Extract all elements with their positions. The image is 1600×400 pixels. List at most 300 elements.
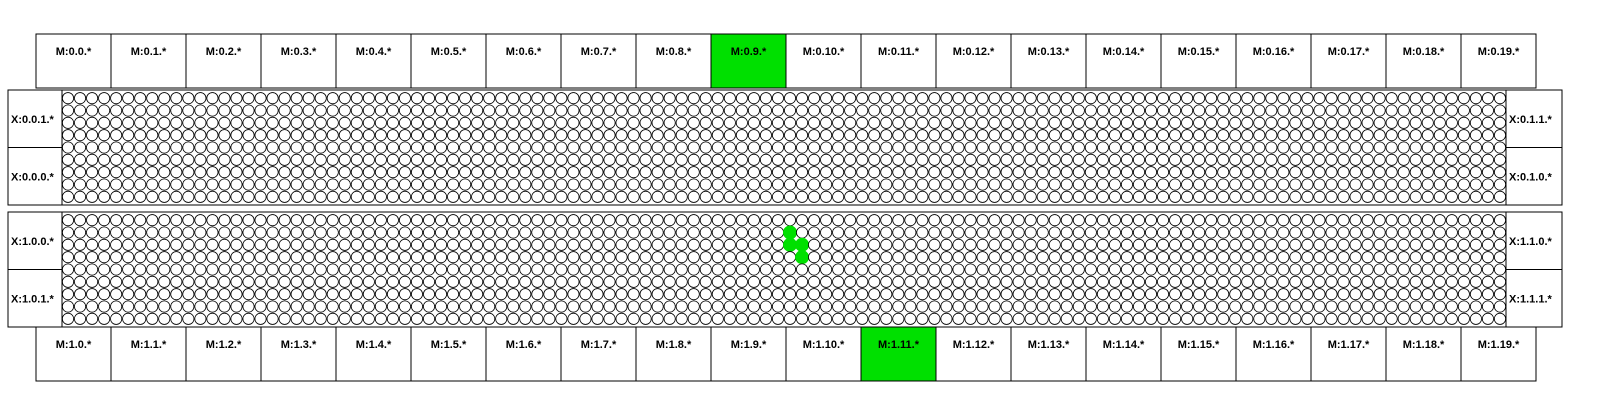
crosspoint[interactable]	[977, 154, 988, 165]
crosspoint[interactable]	[821, 117, 832, 128]
crosspoint[interactable]	[279, 252, 290, 263]
crosspoint[interactable]	[315, 239, 326, 250]
crosspoint[interactable]	[1470, 130, 1481, 141]
crosspoint[interactable]	[965, 93, 976, 104]
crosspoint[interactable]	[857, 179, 868, 190]
crosspoint[interactable]	[86, 301, 97, 312]
crosspoint[interactable]	[592, 117, 603, 128]
crosspoint[interactable]	[1482, 239, 1493, 250]
crosspoint[interactable]	[399, 179, 410, 190]
crosspoint[interactable]	[845, 117, 856, 128]
crosspoint[interactable]	[580, 105, 591, 116]
crosspoint[interactable]	[568, 215, 579, 226]
crosspoint[interactable]	[989, 313, 1000, 324]
crosspoint[interactable]	[532, 289, 543, 300]
crosspoint[interactable]	[1374, 289, 1385, 300]
crosspoint[interactable]	[592, 276, 603, 287]
crosspoint[interactable]	[1290, 276, 1301, 287]
crosspoint[interactable]	[86, 289, 97, 300]
crosspoint[interactable]	[1302, 142, 1313, 153]
module-box[interactable]	[261, 327, 336, 381]
crosspoint[interactable]	[484, 239, 495, 250]
crosspoint[interactable]	[111, 167, 122, 178]
crosspoint[interactable]	[1254, 264, 1265, 275]
crosspoint[interactable]	[676, 264, 687, 275]
crosspoint[interactable]	[315, 142, 326, 153]
crosspoint[interactable]	[1374, 252, 1385, 263]
crosspoint[interactable]	[363, 264, 374, 275]
crosspoint[interactable]	[1458, 167, 1469, 178]
crosspoint[interactable]	[207, 227, 218, 238]
crosspoint[interactable]	[207, 264, 218, 275]
crosspoint[interactable]	[1482, 215, 1493, 226]
crosspoint[interactable]	[941, 301, 952, 312]
crosspoint[interactable]	[1073, 215, 1084, 226]
crosspoint[interactable]	[1386, 179, 1397, 190]
crosspoint[interactable]	[1326, 179, 1337, 190]
crosspoint[interactable]	[1422, 301, 1433, 312]
crosspoint[interactable]	[640, 289, 651, 300]
crosspoint[interactable]	[772, 276, 783, 287]
crosspoint[interactable]	[231, 252, 242, 263]
crosspoint[interactable]	[159, 167, 170, 178]
crosspoint[interactable]	[496, 154, 507, 165]
crosspoint[interactable]	[556, 142, 567, 153]
crosspoint[interactable]	[917, 191, 928, 202]
crosspoint[interactable]	[1049, 142, 1060, 153]
crosspoint[interactable]	[821, 191, 832, 202]
crosspoint[interactable]	[508, 215, 519, 226]
module-box[interactable]	[1386, 34, 1461, 88]
crosspoint[interactable]	[1362, 154, 1373, 165]
crosspoint[interactable]	[760, 191, 771, 202]
crosspoint[interactable]	[845, 313, 856, 324]
crosspoint[interactable]	[1374, 142, 1385, 153]
crosspoint[interactable]	[1398, 227, 1409, 238]
crosspoint[interactable]	[123, 130, 134, 141]
crosspoint[interactable]	[1025, 239, 1036, 250]
crosspoint[interactable]	[1182, 130, 1193, 141]
crosspoint[interactable]	[905, 167, 916, 178]
crosspoint[interactable]	[147, 142, 158, 153]
crosspoint[interactable]	[62, 179, 73, 190]
crosspoint[interactable]	[1073, 142, 1084, 153]
crosspoint[interactable]	[62, 239, 73, 250]
crosspoint[interactable]	[604, 105, 615, 116]
crosspoint[interactable]	[869, 215, 880, 226]
crosspoint[interactable]	[977, 179, 988, 190]
crosspoint[interactable]	[339, 215, 350, 226]
crosspoint[interactable]	[544, 117, 555, 128]
crosspoint[interactable]	[977, 264, 988, 275]
crosspoint[interactable]	[303, 252, 314, 263]
crosspoint[interactable]	[869, 276, 880, 287]
crosspoint[interactable]	[1182, 215, 1193, 226]
crosspoint[interactable]	[989, 179, 1000, 190]
crosspoint[interactable]	[784, 276, 795, 287]
crosspoint[interactable]	[1169, 105, 1180, 116]
crosspoint[interactable]	[652, 264, 663, 275]
crosspoint[interactable]	[183, 167, 194, 178]
crosspoint[interactable]	[808, 105, 819, 116]
crosspoint[interactable]	[700, 289, 711, 300]
crosspoint[interactable]	[784, 167, 795, 178]
crosspoint[interactable]	[1121, 154, 1132, 165]
crosspoint[interactable]	[905, 301, 916, 312]
crosspoint[interactable]	[1109, 154, 1120, 165]
crosspoint[interactable]	[1470, 313, 1481, 324]
crosspoint[interactable]	[544, 276, 555, 287]
crosspoint[interactable]	[905, 215, 916, 226]
crosspoint[interactable]	[1049, 93, 1060, 104]
crosspoint[interactable]	[748, 154, 759, 165]
crosspoint[interactable]	[1338, 105, 1349, 116]
crosspoint[interactable]	[664, 142, 675, 153]
crosspoint[interactable]	[1494, 93, 1505, 104]
crosspoint[interactable]	[1266, 191, 1277, 202]
module-box[interactable]	[411, 34, 486, 88]
crosspoint[interactable]	[363, 289, 374, 300]
crosspoint[interactable]	[1218, 117, 1229, 128]
crosspoint[interactable]	[1013, 130, 1024, 141]
crosspoint[interactable]	[291, 179, 302, 190]
crosspoint[interactable]	[688, 130, 699, 141]
crosspoint[interactable]	[363, 239, 374, 250]
crosspoint[interactable]	[628, 227, 639, 238]
crosspoint[interactable]	[1001, 179, 1012, 190]
crosspoint[interactable]	[171, 179, 182, 190]
crosspoint[interactable]	[869, 239, 880, 250]
crosspoint[interactable]	[508, 142, 519, 153]
crosspoint[interactable]	[159, 154, 170, 165]
crosspoint[interactable]	[351, 264, 362, 275]
crosspoint[interactable]	[544, 264, 555, 275]
crosspoint[interactable]	[123, 239, 134, 250]
crosspoint[interactable]	[833, 179, 844, 190]
crosspoint[interactable]	[1182, 93, 1193, 104]
crosspoint[interactable]	[1302, 191, 1313, 202]
crosspoint[interactable]	[423, 191, 434, 202]
crosspoint[interactable]	[1097, 179, 1108, 190]
crosspoint[interactable]	[1254, 215, 1265, 226]
crosspoint[interactable]	[159, 239, 170, 250]
crosspoint[interactable]	[1386, 105, 1397, 116]
crosspoint[interactable]	[580, 117, 591, 128]
crosspoint[interactable]	[965, 264, 976, 275]
crosspoint[interactable]	[857, 105, 868, 116]
crosspoint[interactable]	[74, 93, 85, 104]
crosspoint[interactable]	[724, 264, 735, 275]
crosspoint[interactable]	[195, 167, 206, 178]
crosspoint[interactable]	[472, 227, 483, 238]
crosspoint[interactable]	[291, 227, 302, 238]
crosspoint[interactable]	[1194, 289, 1205, 300]
crosspoint[interactable]	[592, 130, 603, 141]
crosspoint[interactable]	[640, 142, 651, 153]
crosspoint[interactable]	[977, 239, 988, 250]
crosspoint[interactable]	[339, 105, 350, 116]
crosspoint[interactable]	[1085, 179, 1096, 190]
crosspoint[interactable]	[1422, 167, 1433, 178]
crosspoint[interactable]	[255, 167, 266, 178]
crosspoint[interactable]	[315, 215, 326, 226]
crosspoint[interactable]	[411, 93, 422, 104]
crosspoint[interactable]	[1242, 215, 1253, 226]
crosspoint[interactable]	[508, 130, 519, 141]
crosspoint[interactable]	[953, 130, 964, 141]
crosspoint[interactable]	[953, 301, 964, 312]
crosspoint[interactable]	[628, 179, 639, 190]
crosspoint[interactable]	[219, 215, 230, 226]
crosspoint[interactable]	[1278, 93, 1289, 104]
crosspoint[interactable]	[1494, 215, 1505, 226]
crosspoint[interactable]	[965, 179, 976, 190]
crosspoint[interactable]	[568, 142, 579, 153]
crosspoint[interactable]	[1290, 191, 1301, 202]
crosspoint[interactable]	[207, 130, 218, 141]
crosspoint[interactable]	[1278, 252, 1289, 263]
crosspoint[interactable]	[1025, 264, 1036, 275]
crosspoint[interactable]	[1169, 191, 1180, 202]
crosspoint[interactable]	[640, 130, 651, 141]
crosspoint[interactable]	[604, 167, 615, 178]
crosspoint[interactable]	[640, 301, 651, 312]
crosspoint[interactable]	[255, 130, 266, 141]
crosspoint[interactable]	[544, 191, 555, 202]
crosspoint[interactable]	[460, 167, 471, 178]
crosspoint[interactable]	[207, 301, 218, 312]
crosspoint[interactable]	[1458, 191, 1469, 202]
crosspoint[interactable]	[616, 215, 627, 226]
crosspoint[interactable]	[1145, 130, 1156, 141]
crosspoint[interactable]	[1242, 154, 1253, 165]
crosspoint[interactable]	[784, 179, 795, 190]
crosspoint[interactable]	[1230, 117, 1241, 128]
crosspoint[interactable]	[556, 215, 567, 226]
crosspoint[interactable]	[327, 93, 338, 104]
crosspoint[interactable]	[772, 227, 783, 238]
crosspoint[interactable]	[1338, 215, 1349, 226]
module-box[interactable]	[411, 327, 486, 381]
crosspoint[interactable]	[845, 239, 856, 250]
crosspoint[interactable]	[1085, 264, 1096, 275]
crosspoint[interactable]	[1254, 167, 1265, 178]
crosspoint[interactable]	[135, 154, 146, 165]
crosspoint[interactable]	[857, 289, 868, 300]
crosspoint[interactable]	[496, 276, 507, 287]
crosspoint[interactable]	[1182, 154, 1193, 165]
crosspoint[interactable]	[1482, 301, 1493, 312]
crosspoint[interactable]	[1398, 313, 1409, 324]
crosspoint[interactable]	[700, 227, 711, 238]
crosspoint[interactable]	[411, 191, 422, 202]
crosspoint[interactable]	[748, 142, 759, 153]
crosspoint[interactable]	[219, 289, 230, 300]
crosspoint[interactable]	[195, 264, 206, 275]
crosspoint[interactable]	[917, 264, 928, 275]
crosspoint[interactable]	[1182, 191, 1193, 202]
crosspoint[interactable]	[821, 179, 832, 190]
crosspoint-active[interactable]	[795, 238, 808, 251]
module-box[interactable]	[1461, 34, 1536, 88]
crosspoint[interactable]	[760, 313, 771, 324]
crosspoint[interactable]	[628, 264, 639, 275]
crosspoint[interactable]	[460, 117, 471, 128]
crosspoint[interactable]	[544, 142, 555, 153]
crosspoint[interactable]	[676, 289, 687, 300]
crosspoint[interactable]	[447, 264, 458, 275]
crosspoint[interactable]	[748, 191, 759, 202]
crosspoint[interactable]	[484, 276, 495, 287]
crosspoint[interactable]	[435, 142, 446, 153]
crosspoint[interactable]	[676, 301, 687, 312]
crosspoint[interactable]	[508, 313, 519, 324]
crosspoint[interactable]	[544, 215, 555, 226]
crosspoint[interactable]	[1121, 117, 1132, 128]
crosspoint[interactable]	[1350, 264, 1361, 275]
crosspoint[interactable]	[460, 154, 471, 165]
crosspoint[interactable]	[869, 227, 880, 238]
crosspoint[interactable]	[267, 227, 278, 238]
crosspoint[interactable]	[893, 142, 904, 153]
crosspoint[interactable]	[1085, 142, 1096, 153]
crosspoint[interactable]	[664, 105, 675, 116]
crosspoint[interactable]	[1145, 239, 1156, 250]
crosspoint[interactable]	[857, 117, 868, 128]
crosspoint[interactable]	[748, 227, 759, 238]
crosspoint[interactable]	[1422, 117, 1433, 128]
crosspoint[interactable]	[255, 301, 266, 312]
crosspoint[interactable]	[652, 252, 663, 263]
crosspoint[interactable]	[1145, 142, 1156, 153]
crosspoint[interactable]	[544, 105, 555, 116]
crosspoint[interactable]	[1446, 142, 1457, 153]
crosspoint[interactable]	[1326, 264, 1337, 275]
crosspoint[interactable]	[1037, 227, 1048, 238]
crosspoint[interactable]	[1133, 191, 1144, 202]
crosspoint[interactable]	[327, 142, 338, 153]
crosspoint[interactable]	[460, 264, 471, 275]
crosspoint[interactable]	[411, 167, 422, 178]
crosspoint[interactable]	[460, 239, 471, 250]
crosspoint[interactable]	[62, 301, 73, 312]
crosspoint[interactable]	[231, 289, 242, 300]
crosspoint[interactable]	[327, 191, 338, 202]
crosspoint[interactable]	[1458, 93, 1469, 104]
crosspoint[interactable]	[219, 167, 230, 178]
crosspoint[interactable]	[929, 215, 940, 226]
crosspoint[interactable]	[327, 239, 338, 250]
crosspoint[interactable]	[111, 93, 122, 104]
crosspoint[interactable]	[74, 301, 85, 312]
crosspoint[interactable]	[1494, 239, 1505, 250]
crosspoint[interactable]	[1230, 130, 1241, 141]
crosspoint[interactable]	[86, 117, 97, 128]
crosspoint[interactable]	[772, 215, 783, 226]
crosspoint[interactable]	[243, 215, 254, 226]
crosspoint[interactable]	[1434, 167, 1445, 178]
crosspoint[interactable]	[977, 130, 988, 141]
crosspoint[interactable]	[1434, 130, 1445, 141]
crosspoint[interactable]	[520, 142, 531, 153]
crosspoint[interactable]	[760, 264, 771, 275]
crosspoint[interactable]	[881, 191, 892, 202]
crosspoint[interactable]	[1446, 105, 1457, 116]
crosspoint[interactable]	[1085, 167, 1096, 178]
crosspoint[interactable]	[1398, 289, 1409, 300]
crosspoint[interactable]	[1350, 179, 1361, 190]
crosspoint[interactable]	[447, 154, 458, 165]
crosspoint[interactable]	[628, 239, 639, 250]
crosspoint[interactable]	[796, 179, 807, 190]
crosspoint[interactable]	[1266, 179, 1277, 190]
crosspoint[interactable]	[339, 239, 350, 250]
crosspoint[interactable]	[821, 105, 832, 116]
crosspoint[interactable]	[977, 142, 988, 153]
crosspoint[interactable]	[736, 179, 747, 190]
crosspoint[interactable]	[339, 154, 350, 165]
crosspoint[interactable]	[845, 289, 856, 300]
crosspoint[interactable]	[111, 130, 122, 141]
crosspoint[interactable]	[1206, 93, 1217, 104]
crosspoint[interactable]	[1061, 179, 1072, 190]
crosspoint[interactable]	[796, 117, 807, 128]
crosspoint[interactable]	[219, 239, 230, 250]
crosspoint[interactable]	[1073, 289, 1084, 300]
crosspoint[interactable]	[796, 154, 807, 165]
crosspoint[interactable]	[183, 301, 194, 312]
crosspoint[interactable]	[845, 154, 856, 165]
crosspoint[interactable]	[1097, 191, 1108, 202]
crosspoint[interactable]	[1446, 289, 1457, 300]
crosspoint[interactable]	[1302, 167, 1313, 178]
crosspoint[interactable]	[1061, 167, 1072, 178]
crosspoint[interactable]	[1121, 167, 1132, 178]
crosspoint[interactable]	[1073, 167, 1084, 178]
crosspoint[interactable]	[1133, 276, 1144, 287]
crosspoint[interactable]	[676, 167, 687, 178]
crosspoint[interactable]	[99, 117, 110, 128]
crosspoint[interactable]	[243, 252, 254, 263]
crosspoint[interactable]	[1001, 313, 1012, 324]
crosspoint[interactable]	[736, 252, 747, 263]
crosspoint[interactable]	[1073, 105, 1084, 116]
crosspoint[interactable]	[1458, 252, 1469, 263]
crosspoint[interactable]	[243, 154, 254, 165]
crosspoint[interactable]	[1109, 215, 1120, 226]
crosspoint[interactable]	[1049, 227, 1060, 238]
crosspoint[interactable]	[315, 301, 326, 312]
crosspoint[interactable]	[1206, 167, 1217, 178]
crosspoint[interactable]	[1386, 215, 1397, 226]
crosspoint[interactable]	[869, 105, 880, 116]
crosspoint[interactable]	[1314, 227, 1325, 238]
crosspoint[interactable]	[1326, 154, 1337, 165]
crosspoint[interactable]	[171, 142, 182, 153]
crosspoint[interactable]	[808, 142, 819, 153]
crosspoint[interactable]	[1182, 227, 1193, 238]
crosspoint[interactable]	[784, 289, 795, 300]
crosspoint[interactable]	[1470, 276, 1481, 287]
crosspoint[interactable]	[363, 154, 374, 165]
crosspoint[interactable]	[1434, 301, 1445, 312]
crosspoint[interactable]	[532, 167, 543, 178]
crosspoint[interactable]	[1049, 313, 1060, 324]
crosspoint[interactable]	[219, 179, 230, 190]
crosspoint[interactable]	[1290, 289, 1301, 300]
crosspoint[interactable]	[1374, 239, 1385, 250]
crosspoint[interactable]	[1145, 227, 1156, 238]
